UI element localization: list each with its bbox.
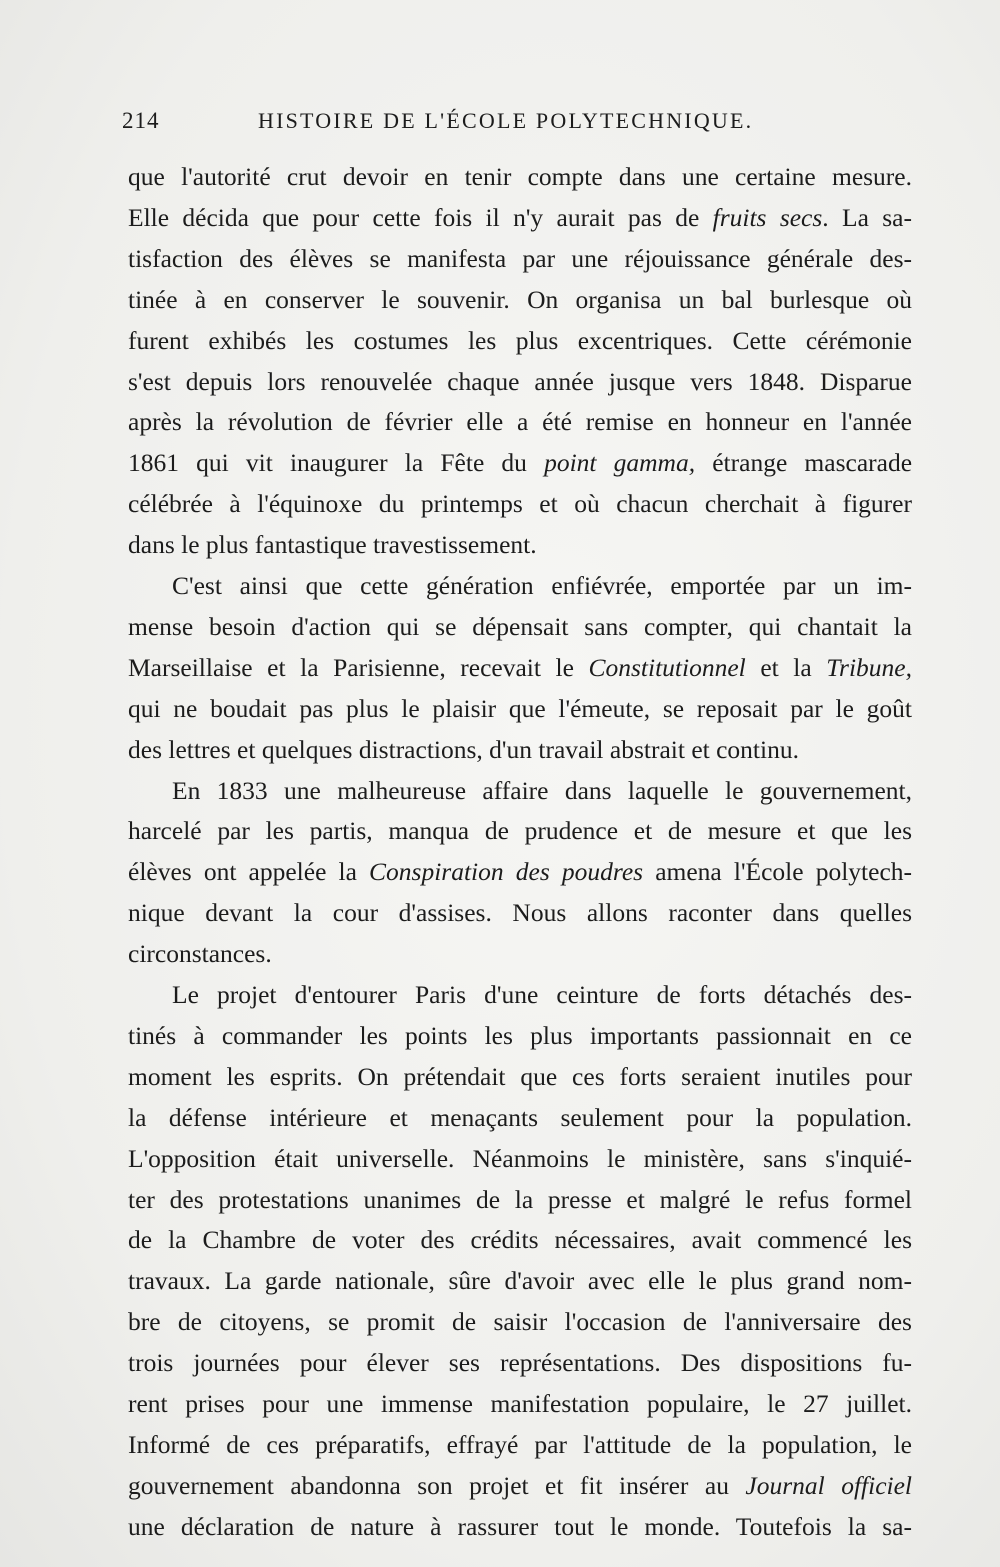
text-line: ter des protestations unanimes de la presse et malgré le refus formel <box>128 1184 912 1214</box>
text-line: des lettres et quelques distractions, d'un travail abstrait et continu. <box>128 734 799 764</box>
text-line: nique devant la cour d'assises. Nous allons raconter dans quelles <box>128 898 912 928</box>
text-line: tinée à en conserver le souvenir. On organisa un bal burlesque où <box>128 284 912 314</box>
text-line: de la Chambre de voter des crédits nécessaires, avait commencé les <box>128 1225 912 1255</box>
text-line: rent prises pour une immense manifestation populaire, le 27 juillet. <box>128 1389 912 1418</box>
text-line: furent exhibés les costumes les plus excentriques. Cette cérémonie <box>128 325 912 355</box>
italic-text: Constitutionnel <box>588 652 746 682</box>
text-line: la défense intérieure et menaçants seulement pour la population. <box>128 1102 912 1132</box>
text-line: bre de citoyens, se promit de saisir l'occasion de l'anniversaire des <box>128 1307 912 1337</box>
text-line: Le projet d'entourer Paris d'une ceinture de forts détachés des- <box>172 980 912 1009</box>
text-line: tinés à commander les points les plus importants passionnait en ce <box>128 1020 912 1050</box>
text-line <box>128 200 912 236</box>
text-line: harcelé par les partis, manqua de prudence et de mesure et que les <box>128 816 912 846</box>
text-segment: 1861 qui vit inaugurer la Fête du <box>128 448 545 478</box>
text-line <box>128 854 912 890</box>
text-segment: . La sa- <box>822 202 912 232</box>
text-line: que l'autorité crut devoir en tenir compte dans une certaine mesure. <box>128 162 912 191</box>
text-line: après la révolution de février elle a été remise en honneur en l'année <box>128 407 912 437</box>
italic-text: fruits secs <box>712 202 823 232</box>
text-line: C'est ainsi que cette génération enfiévrée, emportée par un im- <box>172 571 912 600</box>
italic-text: Journal officiel <box>745 1470 913 1500</box>
text-line: L'opposition était universelle. Néanmoins le ministère, sans s'inquié- <box>128 1143 912 1173</box>
running-title: HISTOIRE DE L'ÉCOLE POLYTECHNIQUE. <box>258 108 754 133</box>
text-segment: et la <box>745 652 827 682</box>
text-line: trois journées pour élever ses représentations. Des dispositions fu- <box>128 1348 912 1378</box>
text-line: qui ne boudait pas plus le plaisir que l'émeute, se reposait par le goût <box>128 693 912 723</box>
text-line <box>128 445 912 481</box>
text-segment: étrange mascarade <box>695 448 913 478</box>
page-number: 214 <box>122 108 160 133</box>
text-segment: gouvernement abandonna son projet et fit insérer au <box>128 1470 746 1500</box>
text-line: Informé de ces préparatifs, effrayé par l'attitude de la population, le <box>128 1429 912 1459</box>
text-line: moment les esprits. On prétendait que ces forts seraient inutiles pour <box>128 1061 912 1091</box>
text-line: tisfaction des élèves se manifesta par une réjouissance générale des- <box>128 243 912 273</box>
text-line <box>128 650 912 686</box>
italic-text: point gamma, <box>544 448 696 478</box>
text-segment: élèves ont appelée la <box>128 857 370 887</box>
text-line: circonstances. <box>128 939 272 969</box>
text-line: dans le plus fantastique travestissement. <box>128 530 537 560</box>
text-segment: amena l'École polytech- <box>643 857 913 887</box>
text-line: une déclaration de nature à rassurer tout le monde. Toutefois la sa- <box>128 1511 912 1541</box>
text-segment: Marseillaise et la Parisienne, recevait le <box>128 652 589 682</box>
text-line: célébrée à l'équinoxe du printemps et où chacun cherchait à figurer <box>128 489 912 519</box>
text-line: mense besoin d'action qui se dépensait sans compter, qui chantait la <box>128 611 912 641</box>
italic-text: Tribune, <box>826 652 912 682</box>
text-line: En 1833 une malheureuse affaire dans laquelle le gouvernement, <box>172 775 912 805</box>
text-segment: Elle décida que pour cette fois il n'y aurait pas de <box>128 202 713 232</box>
text-line: s'est depuis lors renouvelée chaque année jusque vers 1848. Disparue <box>128 366 912 396</box>
italic-text: Conspiration des poudres <box>369 857 644 887</box>
text-line: travaux. La garde nationale, sûre d'avoir avec elle le plus grand nom- <box>128 1266 912 1296</box>
text-line <box>128 1468 912 1504</box>
